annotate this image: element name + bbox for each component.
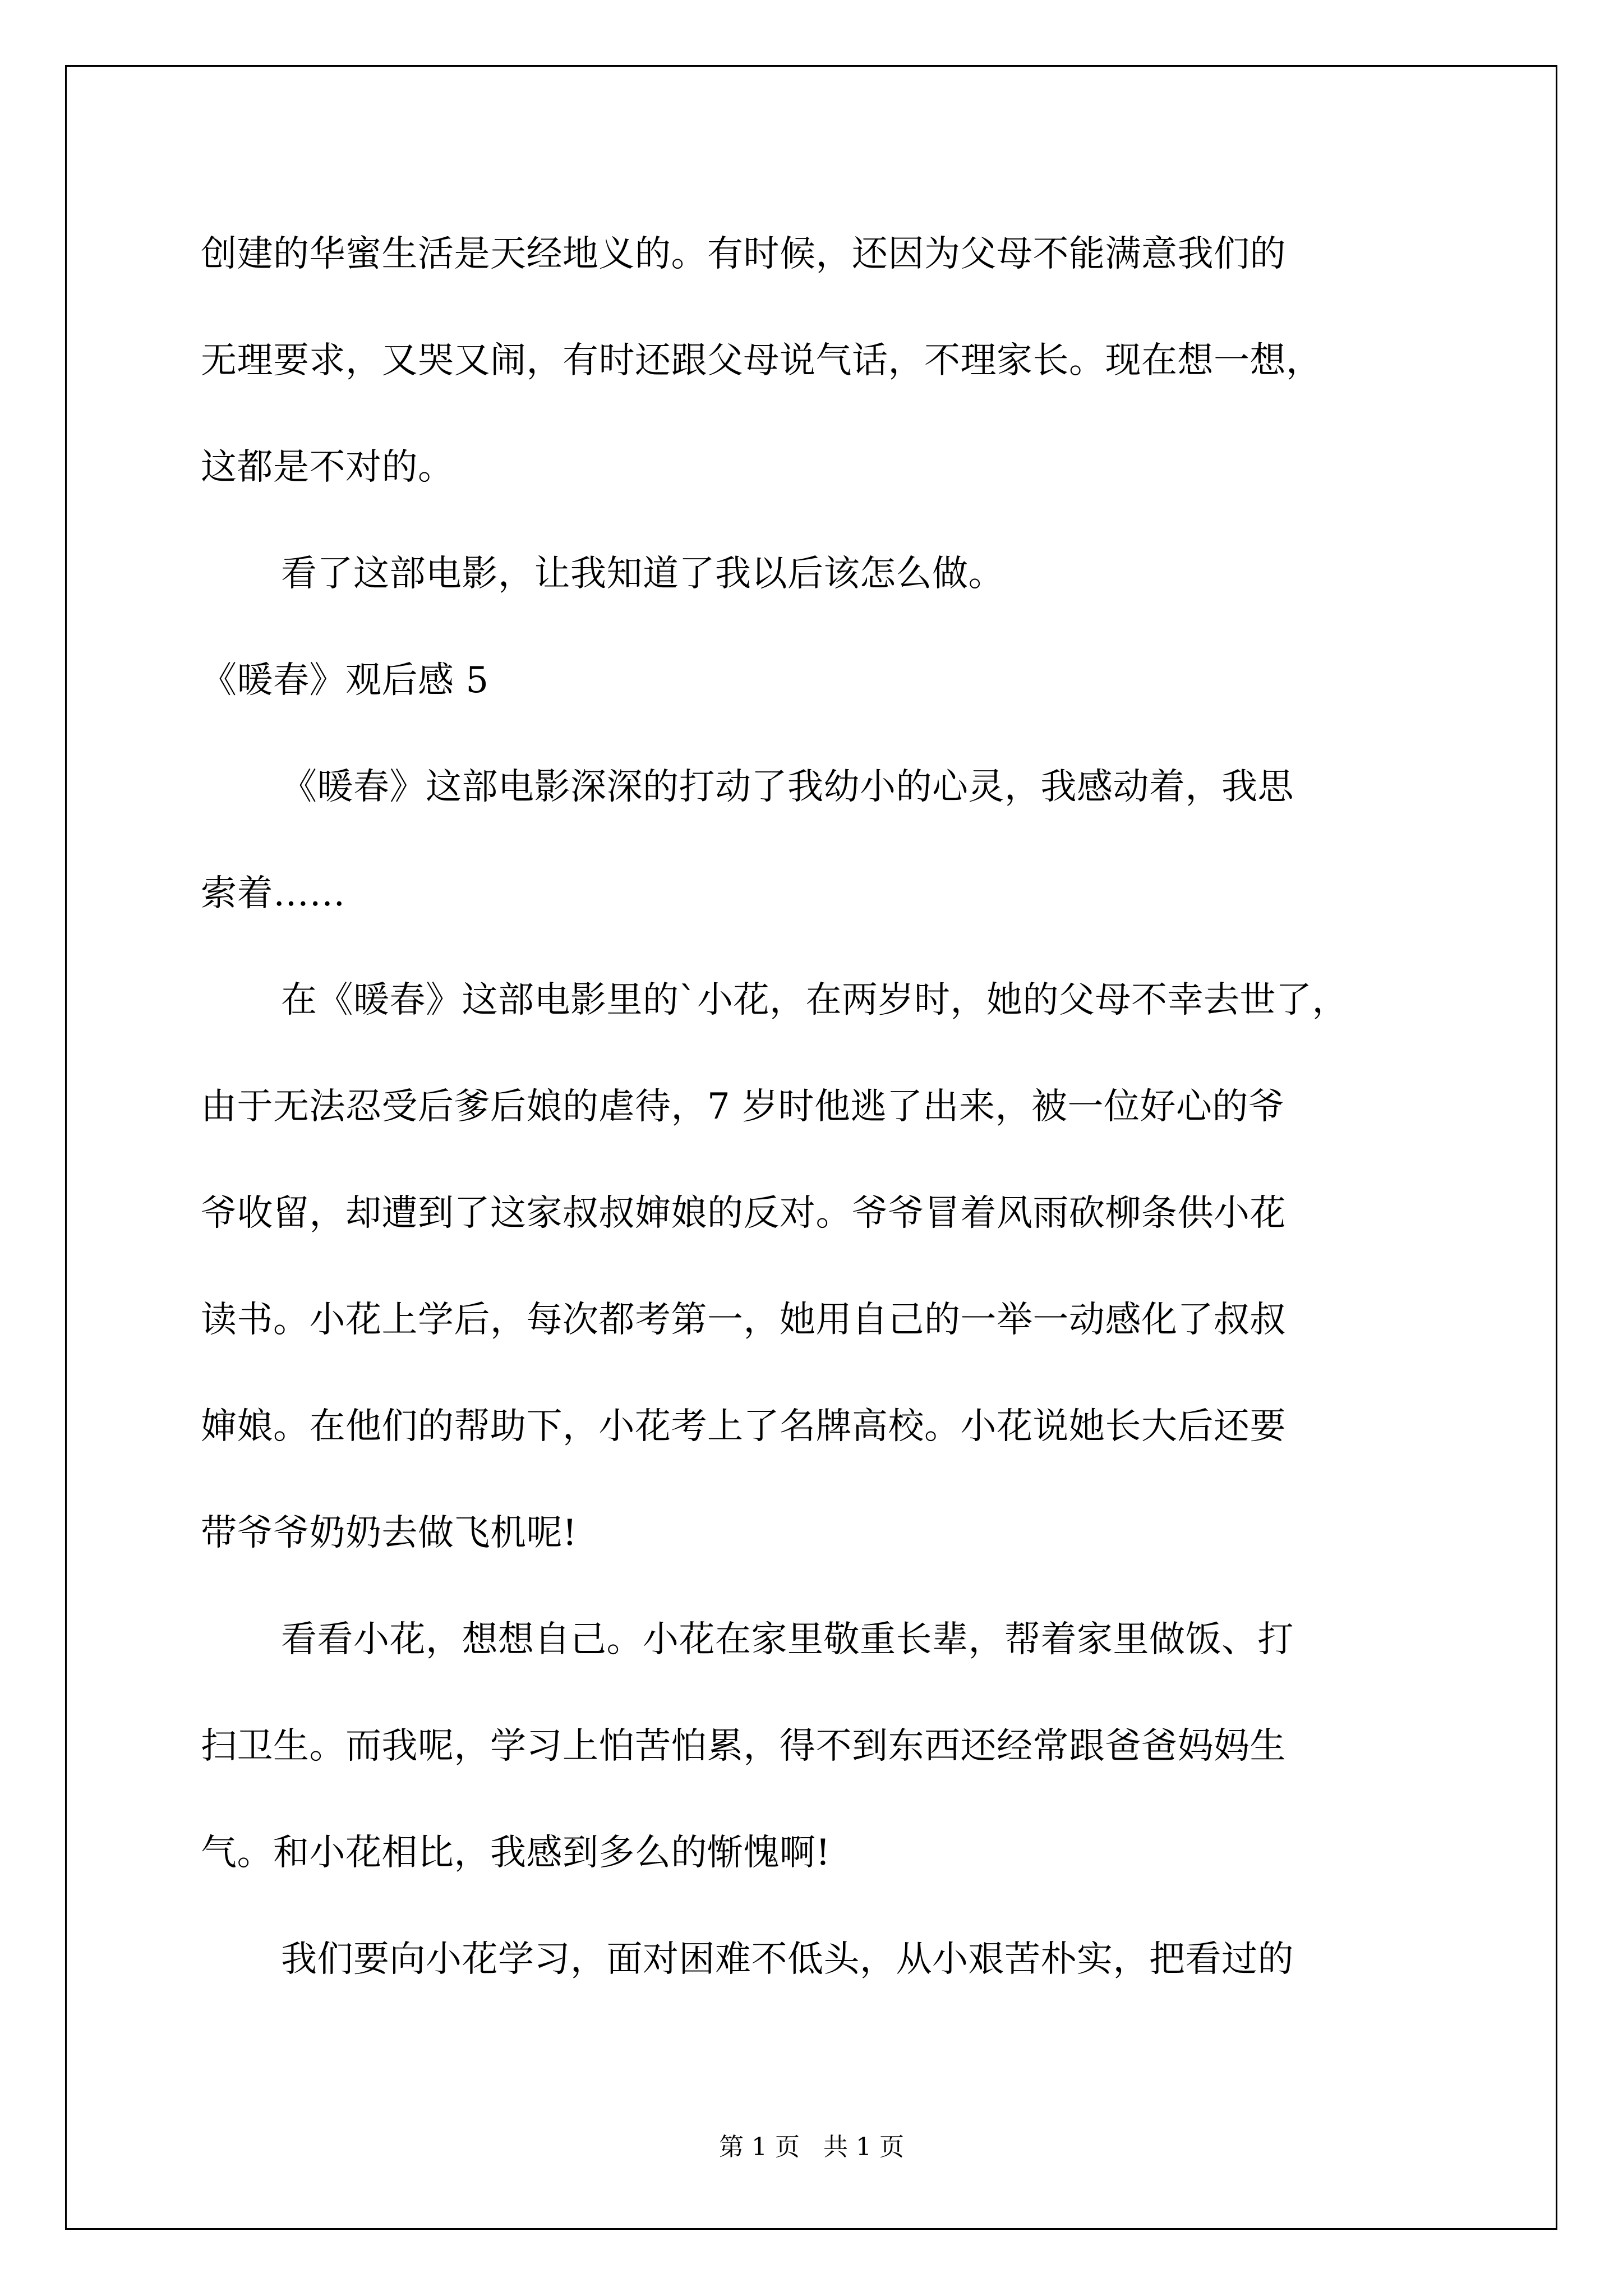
paragraph-start: 看看小花，想想自己。小花在家里敬重长辈，帮着家里做饭、打 bbox=[281, 1619, 1294, 1660]
text-line: 这都是不对的。 bbox=[201, 447, 454, 488]
paragraph-start: 在《暖春》这部电影里的`小花，在两岁时，她的父母不幸去世了， bbox=[281, 979, 1348, 1021]
text-line: 无理要求，又哭又闹，有时还跟父母说气话，不理家长。现在想一想， bbox=[201, 340, 1322, 381]
text-line: 创建的华蜜生活是天经地义的。有时候，还因为父母不能满意我们的 bbox=[201, 233, 1286, 275]
text-line: 由于无法忍受后爹后娘的虐待，7 岁时他逃了出来，被一位好心的爷 bbox=[201, 1086, 1285, 1128]
text-line: 读书。小花上学后，每次都考第一，她用自己的一举一动感化了叔叔 bbox=[201, 1299, 1286, 1341]
text-line: 扫卫生。而我呢，学习上怕苦怕累，得不到东西还经常跟爸爸妈妈生 bbox=[201, 1726, 1286, 1767]
text-line: 婶娘。在他们的帮助下，小花考上了名牌高校。小花说她长大后还要 bbox=[201, 1406, 1286, 1447]
paragraph-start: 《暖春》这部电影深深的打动了我幼小的心灵，我感动着，我思 bbox=[281, 766, 1294, 808]
text-line: 索着…… bbox=[201, 873, 345, 914]
text-line: 带爷爷奶奶去做飞机呢! bbox=[201, 1512, 578, 1554]
section-heading: 《暖春》观后感 5 bbox=[201, 660, 489, 701]
paragraph-start: 我们要向小花学习，面对困难不低头，从小艰苦朴实，把看过的 bbox=[281, 1939, 1294, 1980]
page-border bbox=[65, 65, 1557, 2230]
page-footer: 第 1 页 共 1 页 bbox=[719, 2133, 904, 2161]
paragraph-start: 看了这部电影，让我知道了我以后该怎么做。 bbox=[281, 553, 1004, 595]
text-line: 气。和小花相比，我感到多么的惭愧啊! bbox=[201, 1832, 831, 1874]
text-line: 爷收留，却遭到了这家叔叔婶娘的反对。爷爷冒着风雨砍柳条供小花 bbox=[201, 1193, 1286, 1234]
